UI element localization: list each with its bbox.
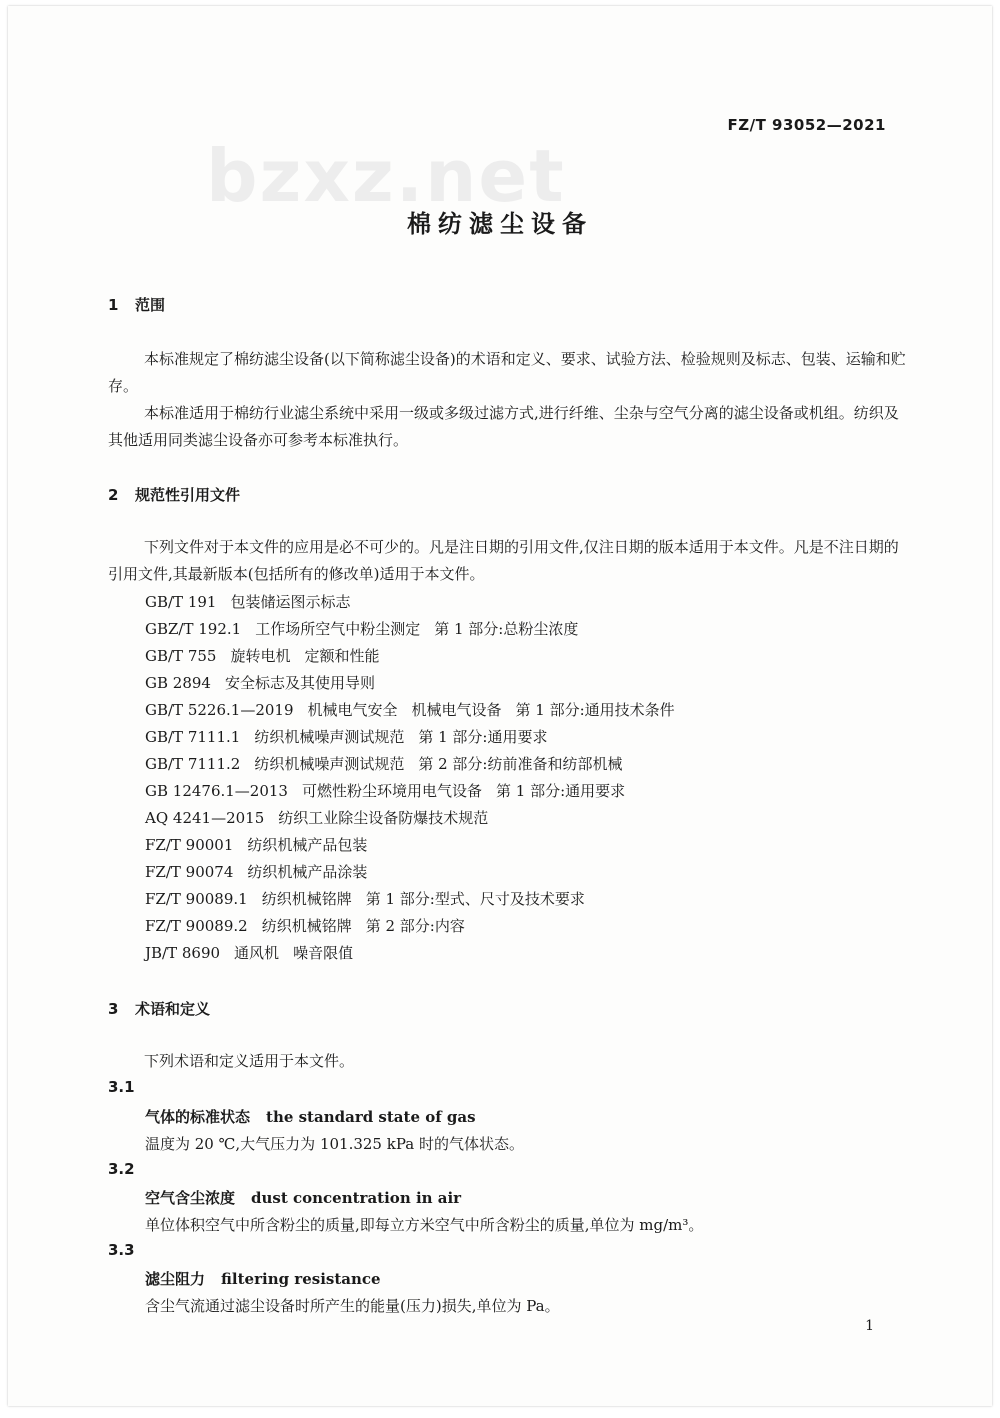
reference-item: [145, 753, 622, 774]
term-heading: [145, 1187, 461, 1208]
reference-part: 第 1 部分:总粉尘浓度: [434, 620, 579, 638]
terms-intro: 下列术语和定义适用于本文件。: [144, 1052, 355, 1070]
reference-code: GB/T 755: [145, 647, 217, 665]
reference-title: 纺织机械铭牌: [261, 890, 352, 908]
reference-code: GBZ/T 192.1: [145, 620, 242, 638]
references-intro: 下列文件对于本文件的应用是必不可少的。凡是注日期的引用文件,仅注日期的版本适用于本文件。凡是不注日期的引用文件,其最新版本(包括所有的修改单)适用于本文件。: [108, 538, 899, 583]
reference-title: 工作场所空气中粉尘测定: [255, 620, 421, 638]
section-title: 术语和定义: [135, 1000, 211, 1018]
reference-item: [145, 834, 367, 855]
reference-code: GB 2894: [145, 674, 211, 692]
document-title: 棉纺滤尘设备: [407, 210, 593, 238]
section-number: 2: [108, 486, 119, 504]
watermark: bzxz.net: [206, 134, 566, 218]
reference-title: 包装储运图示标志: [230, 593, 351, 611]
term-definition: 单位体积空气中所含粉尘的质量,即每立方米空气中所含粉尘的质量,单位为 mg/m³。: [145, 1216, 704, 1234]
reference-item: [145, 942, 353, 963]
reference-item: [145, 888, 585, 909]
section-3-heading: [108, 998, 210, 1019]
reference-part: 第 1 部分:型式、尺寸及技术要求: [365, 890, 585, 908]
reference-title: 纺织机械产品包装: [247, 836, 368, 854]
reference-part: 定额和性能: [304, 647, 380, 665]
section-number: 1: [108, 296, 119, 314]
reference-title: 纺织机械产品涂装: [247, 863, 368, 881]
term-english: dust concentration in air: [251, 1189, 462, 1207]
reference-title: 机械电气安全: [307, 701, 398, 719]
reference-title: 通风机: [234, 944, 280, 962]
term-heading: [145, 1106, 476, 1127]
clause-number: 3.3: [108, 1241, 135, 1259]
reference-title: 纺织机械铭牌: [261, 917, 352, 935]
reference-code: FZ/T 90089.2: [145, 917, 248, 935]
document-page: [8, 6, 992, 1406]
reference-item: [145, 618, 578, 639]
standard-number: FZ/T 93052—2021: [727, 116, 886, 134]
reference-part: 机械电气设备: [411, 701, 502, 719]
reference-code: AQ 4241—2015: [145, 809, 265, 827]
reference-item: [145, 672, 375, 693]
reference-title: 纺织机械噪声测试规范: [254, 755, 405, 773]
section-title: 范围: [135, 296, 166, 314]
term-english: filtering resistance: [221, 1270, 381, 1288]
reference-item: [145, 591, 350, 612]
reference-title: 纺织机械噪声测试规范: [254, 728, 405, 746]
clause-number: 3.1: [108, 1078, 135, 1096]
reference-part: 噪音限值: [293, 944, 354, 962]
reference-part: 第 1 部分:通用技术条件: [515, 701, 675, 719]
reference-item: [145, 915, 465, 936]
reference-title: 旋转电机: [230, 647, 291, 665]
section-1-heading: [108, 294, 165, 315]
section-title: 规范性引用文件: [135, 486, 241, 504]
term-chinese: 空气含尘浓度: [145, 1189, 236, 1207]
reference-part: 第 1 部分:通用要求: [418, 728, 548, 746]
scope-paragraph-2: 本标准适用于棉纺行业滤尘系统中采用一级或多级过滤方式,进行纤维、尘杂与空气分离的滤尘设备或机组。纺织及其他适用同类滤尘设备亦可参考本标准执行。: [108, 404, 899, 449]
reference-item: [145, 645, 380, 666]
reference-part: 第 2 部分:内容: [365, 917, 465, 935]
scope-paragraph-1: 本标准规定了棉纺滤尘设备(以下简称滤尘设备)的术语和定义、要求、试验方法、检验规则及标志、包装、运输和贮存。: [108, 350, 906, 395]
term-chinese: 气体的标准状态: [145, 1108, 251, 1126]
section-2-heading: [108, 484, 240, 505]
term-english: the standard state of gas: [266, 1108, 476, 1126]
page-number: 1: [865, 1318, 874, 1334]
reference-code: GB 12476.1—2013: [145, 782, 288, 800]
reference-item: [145, 726, 547, 747]
term-heading: [145, 1268, 381, 1289]
reference-title: 可燃性粉尘环境用电气设备: [301, 782, 482, 800]
term-definition: 温度为 20 ℃,大气压力为 101.325 kPa 时的气体状态。: [145, 1135, 524, 1153]
reference-code: FZ/T 90089.1: [145, 890, 248, 908]
reference-code: FZ/T 90074: [145, 863, 234, 881]
reference-item: [145, 861, 367, 882]
reference-part: 第 1 部分:通用要求: [496, 782, 626, 800]
reference-part: 第 2 部分:纺前准备和纺部机械: [418, 755, 623, 773]
reference-code: GB/T 5226.1—2019: [145, 701, 294, 719]
reference-code: GB/T 7111.1: [145, 728, 241, 746]
term-chinese: 滤尘阻力: [145, 1270, 206, 1288]
reference-item: [145, 699, 675, 720]
reference-title: 安全标志及其使用导则: [224, 674, 375, 692]
reference-code: JB/T 8690: [145, 944, 221, 962]
reference-item: [145, 780, 625, 801]
reference-code: GB/T 7111.2: [145, 755, 241, 773]
reference-item: [145, 807, 488, 828]
section-number: 3: [108, 1000, 119, 1018]
reference-title: 纺织工业除尘设备防爆技术规范: [278, 809, 489, 827]
term-definition: 含尘气流通过滤尘设备时所产生的能量(压力)损失,单位为 Pa。: [145, 1297, 560, 1315]
reference-code: FZ/T 90001: [145, 836, 234, 854]
clause-number: 3.2: [108, 1160, 135, 1178]
reference-code: GB/T 191: [145, 593, 217, 611]
